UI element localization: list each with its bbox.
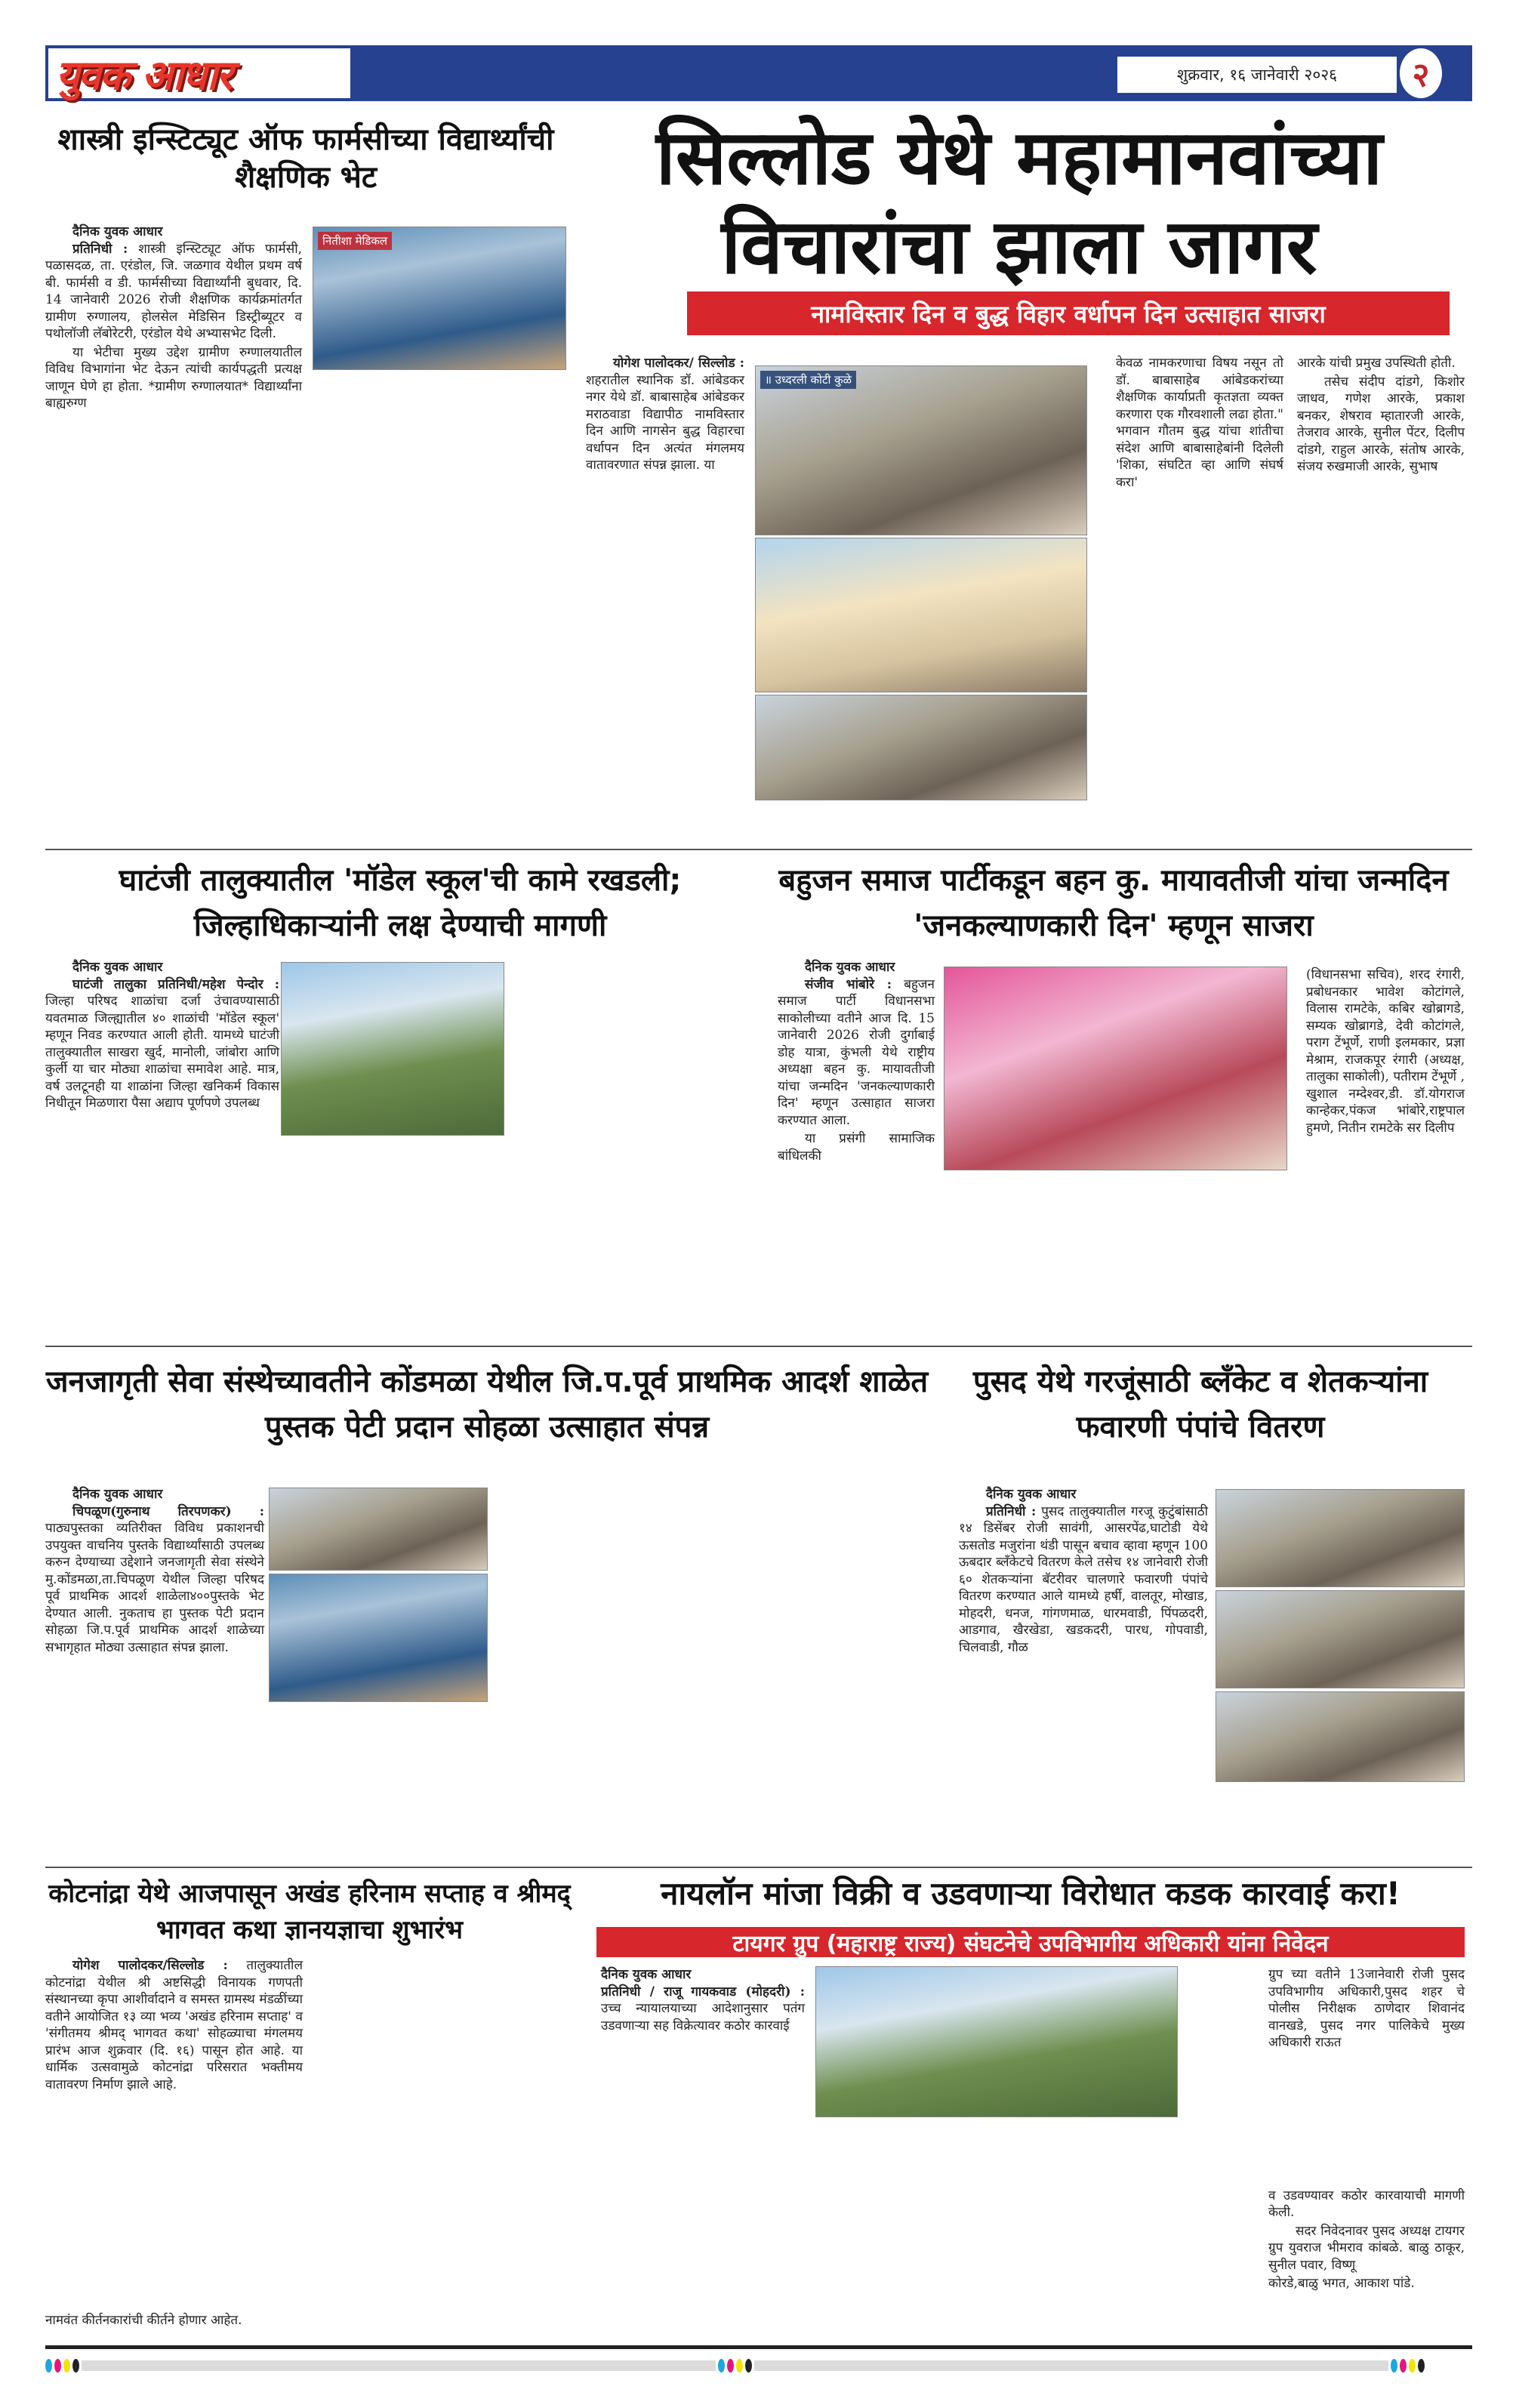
article-nylon-body (601, 1966, 805, 2336)
page-number: २ (1400, 48, 1442, 98)
paragraph: पाठ्यपुस्तका व्यतिरीक्त विविध प्रकाशनची उपयुक्त वाचनिय पुस्तके विद्यार्थ्यांसाठी उपलब्ध करुन देण्याच्या उद्देशाने जनजागृती सेवा संस्थेने मु.कोंडमळा,ता.चिपळूण येथील जिल्हा परिषद पूर्व प्राथमिक आदर्श शाळेला४००पुस्तके भेट देण्यात आली. नुकताच हा पुस्तक पेटी प्रदान सोहळा जि.प.पूर्व प्राथमिक आदर्श शाळेच्या सभागृहात मोठ्या उत्साहात संपन्न झाला. (45, 1521, 264, 1655)
headline-janjagruti: जनजागृती सेवा संस्थेच्यावतीने कोंडमळा येथील जि.प.पूर्व प्राथमिक आदर्श शाळेत पुस्तक पेटी प्रदान सोहळा उत्साहात संपन्न (45, 1364, 929, 1444)
paragraph: व उडवण्यावर कठोर कारवायाची मागणी केली. (1268, 2188, 1465, 2220)
source-label: दैनिक युवक आधार (601, 1967, 692, 1982)
cyan-mark-icon (45, 2359, 52, 2373)
article-kotnandra-closing (45, 2312, 302, 2331)
headline-kotnandra: कोटनांद्रा येथे आजपासून अखंड हरिनाम सप्ताह व श्रीमद् भागवत कथा ज्ञानयज्ञाचा शुभारंभ (48, 1879, 571, 1945)
magenta-mark-icon (727, 2359, 734, 2373)
paragraph: या प्रसंगी सामाजिक बांधिलकी (778, 1131, 935, 1164)
paragraph: सदर निवेदनावर पुसद अध्यक्ष टायगर ग्रुप युवराज भीमराव कांबळे. बाळु ठाकूर, सुनील पवार, विष्णू (1268, 2223, 1465, 2273)
black-mark-icon (1418, 2359, 1425, 2373)
byline: योगेश पालोदकर/सिल्लोड : (72, 1958, 228, 1973)
photo-pusad-1 (1216, 1489, 1465, 1587)
photo-sign-text: ॥ उध्दरली कोटी कुळे (760, 371, 856, 389)
photo-pusad-2 (1216, 1590, 1465, 1688)
byline: चिपळूण(गुरुनाथ तिरपणकर) : (72, 1503, 264, 1519)
article-janjagruti-body (45, 1486, 264, 1856)
source-label: दैनिक युवक आधार (72, 1487, 163, 1502)
article-ghatanji-body (45, 959, 279, 1329)
source-label: दैनिक युवक आधार (72, 960, 163, 975)
cyan-mark-icon (1391, 2359, 1397, 2373)
cyan-mark-icon (718, 2359, 725, 2373)
source-label: दैनिक युवक आधार (72, 224, 163, 239)
byline: संजीव भांबोरे : (805, 976, 892, 992)
headline-bahujan: बहुजन समाज पार्टीकडून बहन कु. मायावतीजी यांचा जन्मदिन 'जनकल्याणकारी दिन' म्हणून साजरा (778, 863, 1449, 943)
article-nylon-col-right (1268, 1966, 1465, 2344)
paragraph: उच्च न्यायालयाच्या आदेशानुसार पतंग उडवणाऱ्या सह विक्रेत्यावर कठोर कारवाई (601, 2001, 805, 2033)
article-pusad-body (959, 1486, 1208, 1856)
photo-janjagruti-1 (269, 1488, 488, 1571)
byline: घाटंजी तालुका प्रतिनिधी/महेश पेन्दोर : (72, 976, 279, 992)
subheadline-nylon: टायगर ग्रुप (महाराष्ट्र राज्य) संघटनेचे उपविभागीय अधिकारी यांना निवेदन (596, 1927, 1465, 1957)
byline: योगेश पालोदकर/ सिल्लोड : (613, 356, 744, 371)
gray-bar (754, 2360, 1388, 2371)
paragraph: आरके यांची प्रमुख उपस्थिती होती. (1297, 356, 1456, 371)
article-sillod-col3 (1116, 355, 1283, 838)
paragraph: नामवंत कीर्तनकारांची कीर्तने होणार आहेत. (45, 2313, 242, 2328)
yellow-mark-icon (1409, 2359, 1416, 2373)
headline-sillod: सिल्लोड येथे महामानवांच्या विचारांचा झाला जागर (655, 113, 1383, 291)
paragraph: बहुजन समाज पार्टी विधानसभा साकोलीच्या वतीने आज दि. 15 जानेवारी 2026 रोजी दुर्गाबाई डोह यात्रा, कुंभली येथे राष्ट्रीय अध्यक्षा बहन कु. मायावतीजी यांचा जन्मदिन 'जनकल्याणकारी दिन' म्हणून उत्साहात साजरा करण्यात आला. (778, 976, 935, 1128)
subheadline-sillod: नामविस्तार दिन व बुद्ध विहार वर्धापन दिन उत्साहात साजरा (687, 291, 1450, 335)
article-bahujan-col-right (1306, 967, 1465, 1337)
masthead (45, 45, 1472, 101)
issue-date: शुक्रवार, १६ जानेवारी २०२६ (1117, 57, 1397, 93)
headline-ghatanji: घाटंजी तालुक्यातील 'मॉडेल स्कूल'ची कामे रखडली; जिल्हाधिकाऱ्यांनी लक्ष देण्याची मागणी (119, 863, 682, 943)
bottom-rule (45, 2345, 1472, 2349)
section-divider (45, 1867, 1472, 1868)
byline: प्रतिनिधी : (72, 241, 128, 257)
magenta-mark-icon (1400, 2359, 1407, 2373)
registration-strip (45, 2359, 1472, 2373)
source-label: दैनिक युवक आधार (986, 1487, 1077, 1502)
gray-bar (82, 2360, 716, 2371)
byline: प्रतिनिधी : (986, 1503, 1037, 1519)
newspaper-logo (48, 48, 350, 98)
byline: प्रतिनिधी / राजू गायकवाड (मोहदरी) : (601, 1984, 805, 1999)
paragraph: तालुक्यातील कोटनांद्रा येथील श्री अष्टसिद्धी विनायक गणपती संस्थानच्या कृपा आशीर्वादाने व समस्त ग्रामस्थ मंडळींच्या वतीने आयोजित १३ व्या भव्य 'अखंड हरिनाम सप्ताह' व 'संगीतमय श्रीमद् भागवत कथा' सोहळ्याचा मंगलमय प्रारंभ आज शुक्रवार (दि. १६) पासून होत आहे. या धार्मिक उत्सवामुळे कोटनांद्रा परिसरात भक्तीमय वातावरण निर्माण झाले आहे. (45, 1958, 303, 2092)
magenta-mark-icon (54, 2359, 61, 2373)
section-divider (45, 849, 1472, 850)
paragraph: ग्रुप च्या वतीने 13जानेवारी रोजी पुसद उपविभागीय अधिकारी,पुसद शहर चे पोलीस निरीक्षक ठाणेदार शिवानंद वानखडे, पुसद नगर पालिकेचे मुख्य अधिकारी राऊत (1268, 1967, 1465, 2050)
yellow-mark-icon (63, 2359, 70, 2373)
article-bahujan-body (778, 959, 935, 1329)
photo-bahujan-event (944, 967, 1287, 1170)
black-mark-icon (745, 2359, 752, 2373)
article-kotnandra-body (45, 1957, 574, 2335)
photo-nylon-memorandum (815, 1966, 1178, 2117)
headline-pusad: पुसद येथे गरजूंसाठी ब्लँकेट व शेतकऱ्यांना फवारणी पंपांचे वितरण (972, 1364, 1428, 1444)
article-sillod-col4 (1297, 355, 1465, 838)
photo-shastri-students (313, 227, 566, 370)
paragraph: तसेच संदीप दांडगे, किशोर जाधव, गणेश आरके, प्रकाश बनकर, शेषराव म्हातारजी आरके, तेजराव आरके, सुनील पेंटर, दिलीप दांडगे, राहुल आरके, संतोष आरके, संजय रुखमाजी आरके, सुभाष (1297, 374, 1465, 474)
paragraph: (विधानसभा सचिव), शरद रंगारी, प्रबोधनकार भावेश कोटांगले, विलास रामटेके, कबिर खोब्रागडे, सम्यक खोब्रागडे, देवी कोटांगले, पराग टेंभूर्णे, राणी इलमकार, प्रज्ञा मेश्राम, राजकपूर रंगारी (अध्यक्ष, तालुका साकोली), पतीराम टेंभूर्णे , खुशाल नम्देश्वर,डी. डॉ.योगराज कान्हेकर,पंकज भांबोरे,राष्ट्रपाल हुमणे, नितीन रामटेके सर दिलीप (1306, 967, 1465, 1136)
paragraph: केवळ नामकरणाचा विषय नसून तो डॉ. बाबासाहेब आंबेडकरांच्या शैक्षणिक कार्याप्रती कृतज्ञता व्यक्त करणारा एक गौरवशाली लढा होता." भगवान गौतम बुद्ध यांचा शांतीचा संदेश आणि बाबासाहेबांनी दिलेली 'शिका, संघटित व्हा आणि संघर्ष करा' (1116, 356, 1283, 490)
paragraph: पुसद तालुक्यातील गरजू कुटुंबांसाठी १४ डिसेंबर रोजी सावंगी, आसरपेंढ,घाटोडी येथे ऊसतोड मजुरांना थंडी पासून बचाव व्हावा म्हणून 100 ऊबदार ब्लँकेटचे वितरण केले तसेच १४ जानेवारी रोजी ६० शेतकऱ्यांना बॅटरीवर चालणारे फवारणी पंपांचे वितरण करण्यात आले यामध्ये हर्षी, वालतूर, मोखाड, मोहदरी, धनज, गांगणमाळ, धारमवाडी, पिंपळदरी, आडगाव, खैरखेडा, खडकदरी, पारध, गोपवाडी, चिलवाडी, गौळ (959, 1503, 1209, 1655)
paragraph: कोरडे,बाळु भगत, आकाश पांडे. (1268, 2276, 1415, 2291)
photo-janjagruti-students (269, 1574, 488, 1702)
photo-ghatanji-school (281, 962, 504, 1136)
article-sillod-body (586, 355, 744, 838)
source-label: दैनिक युवक आधार (805, 960, 895, 975)
photo-sillod-group (755, 365, 1087, 535)
yellow-mark-icon (736, 2359, 743, 2373)
headline-nylon: नायलॉन मांजा विक्री व उडवणाऱ्या विरोधात कडक कारवाई करा! (661, 1875, 1400, 1912)
photo-sillod-stage (755, 538, 1087, 692)
photo-sillod-crowd (755, 695, 1087, 800)
black-mark-icon (72, 2359, 79, 2373)
paragraph: शहरातील स्थानिक डॉ. आंबेडकर नगर येथे डॉ. बाबासाहेब आंबेडकर मराठवाडा विद्यापीठ नामविस्तार दिन आणि नागसेन बुद्ध विहारचा वर्धापन दिन अत्यंत मंगलमय वातावरणात संपन्न झाला. या (586, 372, 744, 473)
photo-pusad-3 (1216, 1691, 1465, 1782)
logo-text: युवक आधार (56, 51, 232, 99)
paragraph: जिल्हा परिषद शाळांचा दर्जा उंचावण्यासाठी यवतमाळ जिल्ह्यातील ४० शाळांची 'मॉडेल स्कूल' म्हणून निवड करण्यात आली होती. यामध्ये घाटंजी तालुक्यातील साखरा खुर्द, मानोली, जांबोरा आणि कुर्ली या चार मोठ्या शाळांचा समावेश आहे. मात्र, वर्ष उलटूनही या शाळांना जिल्हा खनिकर्म विकास निधीतून मिळणारा पैसा अद्याप पूर्णपणे उपलब्ध (45, 994, 279, 1111)
article-shastri-body (45, 224, 302, 843)
section-divider (45, 1346, 1472, 1347)
paragraph: शास्त्री इन्स्टिट्यूट ऑफ फार्मसी, पळासदळ, ता. एरंडोल, जि. जळगाव येथील प्रथम वर्ष बी. फार्मसी व डी. फार्मसीच्या विद्यार्थ्यांनी बुधवार, दि. 14 जानेवारी 2026 रोजी शैक्षणिक कार्यक्रमांतर्गत ग्रामीण रुग्णालय, होलसेल मेडिसिन डिस्ट्रीब्यूटर व पथोलॉजी लॅबोरेटरी, एरंडोल येथे अभ्यासभेट दिली. (45, 241, 303, 341)
photo-sign-text: नितीशा मेडिकल (318, 232, 392, 250)
paragraph: या भेटीचा मुख्य उद्देश ग्रामीण रुग्णालयातील विविध विभागांना भेट देऊन त्यांची कार्यपद्धती प्रत्यक्ष जाणून घेणे हा होता. *ग्रामीण रुग्णालयात* विद्यार्थ्यांना बाह्यरुग्ण (45, 344, 302, 411)
headline-shastri: शास्त्री इन्स्टिट्यूट ऑफ फार्मसीच्या विद्यार्थ्यांची शैक्षणिक भेट (57, 122, 554, 195)
